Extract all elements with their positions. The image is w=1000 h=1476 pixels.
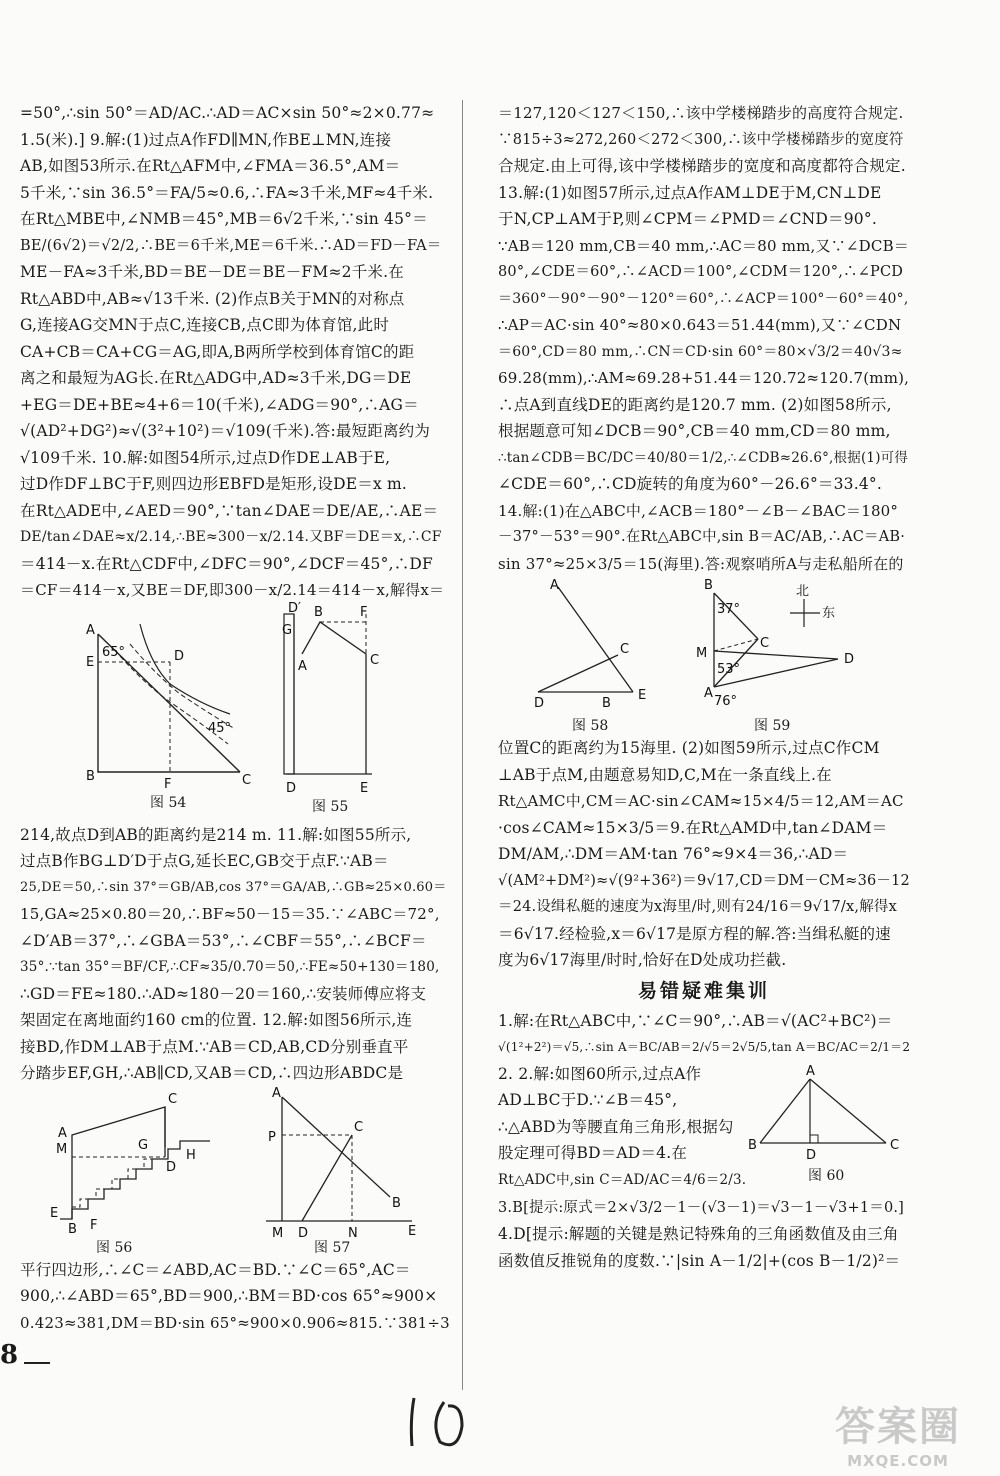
- text-line: ＝60°,CD＝80 mm,∴CN＝CD·sin 60°＝80×√3/2＝40√3≈: [498, 343, 903, 360]
- fig59-angle-37: 37°: [717, 602, 741, 617]
- text-line: ＝414－x.在Rt△CDF中,∠DFC＝90°,∠DCF＝45°,∴DF: [20, 554, 433, 573]
- fig54-label-C: C: [242, 772, 252, 788]
- text-line: 15,GA≈25×0.80＝20,∴BF≈50－15＝35.∵∠ABC＝72°,: [20, 905, 440, 923]
- text-line: ∵815÷3≈272,260＜272＜300,∴该中学楼梯踏步的宽度符: [498, 131, 904, 148]
- fig58-label-B: B: [602, 696, 611, 711]
- text-line: 1.5(米).] 9.解:(1)过点A作FD∥MN,作BE⊥MN,连接: [20, 130, 392, 149]
- text-line: ME－FA≈3千米,BD＝BE－DE＝BE－FM≈2千米.在: [20, 263, 404, 281]
- left-column: [20, 100, 450, 1336]
- text-line: 35°.∵tan 35°＝BF/CF,∴CF≈35/0.70＝50,∴FE≈50+130＝180,: [20, 959, 440, 975]
- fig55-label-A: A: [298, 658, 307, 674]
- fig60-label-D: D: [806, 1147, 817, 1163]
- text-line: DM/AM,∴DM＝AM·tan 76°≈9×4＝36,∴AD＝: [498, 845, 849, 863]
- figure-54-55-drawing: [20, 600, 450, 814]
- fig60-label-C: C: [890, 1137, 900, 1153]
- text-line: 合规定.由上可得,该中学楼梯踏步的宽度和高度都符合规定.: [498, 157, 906, 175]
- text-line: G,连接AG交MN于点C,连接CB,点C即为体育馆,此时: [20, 316, 390, 334]
- fig58-label-E: E: [638, 688, 647, 703]
- text-line: 位置C的距离约为15海里. (2)如图59所示,过点C作CM: [498, 739, 880, 757]
- fig56-label-E: E: [50, 1205, 59, 1221]
- fig59-north-label: 北: [796, 584, 810, 599]
- text-line: 3.B[提示:原式＝2×√3/2－1－(√3－1)＝√3－1－√3+1＝0.]: [498, 1199, 905, 1216]
- figure-56-57-drawing: [20, 1087, 450, 1257]
- text-line: 架固定在离地面约160 cm的位置. 12.解:如图56所示,连: [20, 1011, 413, 1029]
- fig55-caption: 图 55: [312, 798, 349, 815]
- text-line: 股定理可得BD＝AD＝4.在: [498, 1144, 688, 1162]
- fig56-label-F: F: [90, 1217, 98, 1233]
- text-line: 于N,CP⊥AM于P,则∠CPM＝∠PMD＝∠CND＝90°.: [498, 210, 877, 228]
- fig55-label-D-prime: D′: [288, 600, 301, 616]
- text-line: 0.423≈381,DM＝BD·sin 65°≈900×0.906≈815.∵381÷3: [20, 1313, 450, 1332]
- question-3-4-text: [498, 1195, 910, 1275]
- fig57-label-P: P: [268, 1129, 276, 1145]
- fig57-caption: 图 57: [314, 1239, 351, 1256]
- text-line: ＝6√17.经检验,x＝6√17是原方程的解.答:当缉私艇的速: [498, 924, 891, 943]
- fig56-label-C: C: [168, 1091, 178, 1107]
- question-2-block: [498, 1061, 910, 1195]
- text-line: AB,如图53所示.在Rt△AFM中,∠FMA＝36.5°,AM＝: [20, 157, 401, 175]
- text-line: √(1²+2²)＝√5,∴sin A＝BC/AB＝2/√5＝2√5/5,tan A＝BC/AC＝2/1＝2: [498, 1040, 911, 1054]
- text-line: AD⊥BC于D.∵∠B＝45°,: [498, 1091, 678, 1109]
- left-text-block-1: [20, 100, 450, 604]
- text-line: √(AM²+DM²)≈√(9²+36²)＝9√17,CD＝DM－CM≈36－12: [498, 872, 910, 889]
- fig57-label-M: M: [272, 1225, 284, 1241]
- text-line: 过点B作BG⊥D′D于点G,延长EC,GB交于点F.∵AB＝: [20, 852, 389, 870]
- fig58-label-C: C: [620, 642, 630, 657]
- left-text-block-2: [20, 822, 450, 1087]
- text-line: 13.解:(1)如图57所示,过点A作AM⊥DE于M,CN⊥DE: [498, 183, 882, 202]
- text-line: 69.28(mm),∴AM≈69.28+51.44＝120.72≈120.7(mm),: [498, 369, 910, 387]
- fig57-label-D: D: [298, 1225, 309, 1241]
- text-line: Rt△ADC中,sin C＝AD/AC＝4/6＝2/3.: [498, 1171, 747, 1188]
- fig59-label-M: M: [696, 646, 708, 661]
- question-1-text: [498, 1008, 910, 1061]
- fig54-caption: 图 54: [150, 794, 187, 811]
- fig59-angle-53: 53°: [717, 662, 741, 677]
- fig55-label-B: B: [314, 604, 323, 620]
- text-line: ∴点A到直线DE的距离约是120.7 mm. (2)如图58所示,: [498, 395, 892, 414]
- text-line: 在Rt△ADE中,∠AED＝90°,∵tan∠DAE＝DE/AE,∴AE＝: [20, 501, 439, 520]
- figure-60-drawing: [748, 1061, 904, 1171]
- text-line: 根据题意可知∠DCB＝90°,CB＝40 mm,CD＝80 mm,: [498, 422, 891, 440]
- fig54-label-F: F: [164, 776, 172, 792]
- fig57-label-B: B: [392, 1195, 401, 1211]
- text-line: 接BD,作DM⊥AB于点M.∵AB＝CD,AB,CD分别垂直平: [20, 1037, 409, 1056]
- text-line: ∴GD＝FE≈180.∴AD≈180－20＝160,∴安装师傅应将支: [20, 984, 427, 1003]
- fig56-label-A: A: [58, 1125, 67, 1141]
- text-line: ∴AP＝AC·sin 40°≈80×0.643＝51.44(mm),又∵∠CDN: [498, 316, 902, 334]
- text-line: 4.D[提示:解题的关键是熟记特殊角的三角函数值及由三角: [498, 1225, 899, 1243]
- figure-58: [534, 578, 646, 711]
- right-text-block-2: [498, 735, 910, 974]
- fig60-label-B: B: [748, 1137, 757, 1153]
- fig54-label-E: E: [86, 654, 95, 670]
- figures-54-55: [20, 600, 450, 815]
- text-line: 在Rt△MBE中,∠NMB＝45°,MB＝6√2千米,∵sin 45°＝: [20, 210, 428, 228]
- text-line: －37°－53°＝90°.在Rt△ABC中,sin B＝AC/AB,∴AC＝AB·: [498, 529, 906, 545]
- figure-58-59-drawing: [498, 577, 910, 735]
- fig57-label-A: A: [272, 1085, 281, 1101]
- fig55-label-G: G: [282, 622, 293, 638]
- text-line: √(AD²+DG²)≈√(3²+10²)＝√109(千米).答:最短距离约为: [20, 422, 431, 440]
- handwritten-mark: [400, 1392, 490, 1452]
- fig56-label-M: M: [56, 1141, 68, 1157]
- watermark-main: 答案圈: [835, 1404, 961, 1450]
- text-line: ∴tan∠CDB＝BC/DC＝40/80＝1/2,∴∠CDB≈26.6°,根据(1)可得: [498, 449, 909, 466]
- fig59-caption: 图 59: [754, 718, 791, 734]
- fig55-label-E: E: [360, 780, 369, 796]
- text-line: 214,故点D到AB的距离约是214 m. 11.解:如图55所示,: [20, 825, 412, 844]
- text-line: ＝360°－90°－90°－120°＝60°,∴∠ACP＝100°－60°＝40°,: [498, 290, 909, 307]
- text-line: DE/tan∠DAE≈x/2.14,∴BE≈300－x/2.14.又BF＝DE＝x,∴CF: [20, 529, 442, 545]
- fig59-label-D: D: [844, 652, 855, 667]
- text-line: =50°,∴sin 50°＝AD/AC.∴AD＝AC×sin 50°≈2×0.77≈: [20, 104, 435, 122]
- fig54-angle-45: 45°: [208, 720, 232, 736]
- text-line: 离之和最短为AG长.在Rt△ADG中,AD≈3千米,DG＝DE: [20, 369, 412, 387]
- text-line: ＝24.设缉私艇的速度为x海里/时,则有24/16＝9√17/x,解得x: [498, 899, 897, 915]
- text-line: ＝CF＝414－x,又BE＝DF,即300－x/2.14＝414－x,解得x＝: [20, 581, 445, 599]
- left-text-block-3: [20, 1257, 450, 1337]
- fig56-label-H: H: [186, 1147, 196, 1163]
- fig57-label-C: C: [354, 1119, 364, 1135]
- text-line: CA+CB＝CA+CG＝AG,即A,B两所学校到体育馆C的距: [20, 342, 415, 361]
- figure-57: [266, 1086, 416, 1241]
- text-line: 25,DE＝50,∴sin 37°＝GB/AB,cos 37°＝GA/AB,∴GB≈25×0.60＝: [20, 879, 447, 895]
- text-line: √109千米. 10.解:如图54所示,过点D作DE⊥AB于E,: [20, 448, 391, 467]
- fig56-label-G: G: [138, 1137, 149, 1153]
- fig54-label-A: A: [86, 622, 95, 638]
- figure-54: [86, 623, 251, 792]
- watermark: [835, 1395, 961, 1470]
- section-title: 易错疑难集训: [637, 979, 770, 1002]
- text-line: ∴△ABD为等腰直角三角形,根据勾: [498, 1117, 734, 1136]
- fig54-angle-65: 65°: [102, 644, 126, 660]
- text-line: BE/(6√2)＝√2/2,∴BE＝6千米,ME＝6千米.∴AD＝FD－FA＝: [20, 237, 442, 254]
- page-number-rule: [24, 1362, 50, 1364]
- fig58-label-A: A: [550, 578, 559, 593]
- column-divider: [462, 100, 463, 1390]
- watermark-url: MXQE.COM: [847, 1452, 949, 1470]
- fig60-caption: 图 60: [808, 1167, 845, 1184]
- text-line: 分踏步EF,GH,∴AB∥CD,又AB＝CD,∴四边形ABDC是: [20, 1064, 404, 1082]
- text-line: 平行四边形,∴∠C＝∠ABD,AC＝BD.∵∠C＝65°,AC＝: [20, 1260, 411, 1279]
- text-line: 函数值反推锐角的度数.∵|sin A－1/2|+(cos B－1/2)²＝: [498, 1251, 901, 1270]
- text-line: ⊥AB于点M,由题意易知D,C,M在一条直线上.在: [498, 765, 832, 784]
- fig59-angle-76: 76°: [714, 694, 738, 709]
- text-line: 1.解:在Rt△ABC中,∵∠C＝90°,∴AB＝√(AC²+BC²)＝: [498, 1011, 893, 1030]
- text-line: Rt△ABD中,AB≈√13千米. (2)作点B关于MN的对称点: [20, 289, 405, 308]
- fig56-caption: 图 56: [96, 1239, 133, 1256]
- text-line: ∠D′AB＝37°,∴∠GBA＝53°,∴∠CBF＝55°,∴∠BCF＝: [20, 931, 427, 950]
- text-line: ·cos∠CAM≈15×3/5＝9.在Rt△AMD中,tan∠DAM＝: [498, 818, 888, 837]
- text-line: +EG＝DE+BE≈4+6＝10(千米),∠ADG＝90°,∴AG＝: [20, 395, 419, 414]
- right-text-block-1: [498, 100, 910, 577]
- text-line: sin 37°≈25×3/5＝15(海里).答:观察哨所A与走私船所在的: [498, 554, 904, 573]
- text-line: 2. 2.解:如图60所示,过点A作: [498, 1064, 702, 1083]
- figures-56-57: [20, 1087, 450, 1257]
- fig57-label-E: E: [408, 1223, 417, 1239]
- text-line: ∵AB＝120 mm,CB＝40 mm,∴AC＝80 mm,又∵∠DCB＝: [498, 236, 910, 255]
- fig59-east-label: 东: [822, 606, 836, 621]
- fig59-label-B: B: [704, 578, 713, 593]
- fig57-label-N: N: [348, 1225, 358, 1241]
- fig54-label-B: B: [86, 768, 95, 784]
- fig59-label-C: C: [760, 636, 770, 651]
- fig58-label-D: D: [534, 696, 545, 711]
- fig54-label-D: D: [174, 648, 185, 664]
- fig56-label-D: D: [166, 1159, 177, 1175]
- figures-58-59: [498, 577, 910, 735]
- fig60-label-A: A: [806, 1063, 815, 1079]
- fig55-label-D: D: [286, 780, 297, 796]
- figure-59: [696, 578, 854, 709]
- fig55-label-F: F: [360, 604, 368, 620]
- text-line: 过D作DF⊥BC于F,则四边形EBFD是矩形,设DE＝x m.: [20, 475, 408, 493]
- text-line: 5千米,∵sin 36.5°＝FA/5≈0.6,∴FA≈3千米,MF≈4千米.: [20, 183, 434, 202]
- text-line: Rt△AMC中,CM＝AC·sin∠CAM≈15×4/5＝12,AM＝AC: [498, 792, 904, 810]
- fig55-label-C: C: [370, 652, 380, 668]
- text-line: 900,∴∠ABD＝65°,BD＝900,∴BM＝BD·cos 65°≈900×: [20, 1287, 438, 1305]
- fig56-label-B: B: [68, 1221, 77, 1237]
- figure-56: [50, 1092, 210, 1237]
- text-line: 14.解:(1)在△ABC中,∠ACB＝180°－∠B－∠BAC＝180°: [498, 501, 899, 520]
- text-line: 度为6√17海里/时时,恰好在D处成功拦截.: [498, 951, 787, 969]
- question-2-text: [498, 1061, 748, 1194]
- fig59-label-A: A: [704, 686, 713, 701]
- text-line: ＝127,120＜127＜150,∴该中学楼梯踏步的高度符合规定.: [498, 104, 904, 122]
- right-column: [498, 100, 910, 1274]
- figure-55: [282, 601, 379, 796]
- text-line: 80°,∠CDE＝60°,∴∠ACD＝100°,∠CDM＝120°,∴∠PCD: [498, 264, 904, 280]
- fig58-caption: 图 58: [572, 718, 609, 734]
- page-number: 8: [0, 1340, 19, 1370]
- text-line: ∠CDE＝60°,∴CD旋转的角度为60°－26.6°＝33.4°.: [498, 475, 883, 493]
